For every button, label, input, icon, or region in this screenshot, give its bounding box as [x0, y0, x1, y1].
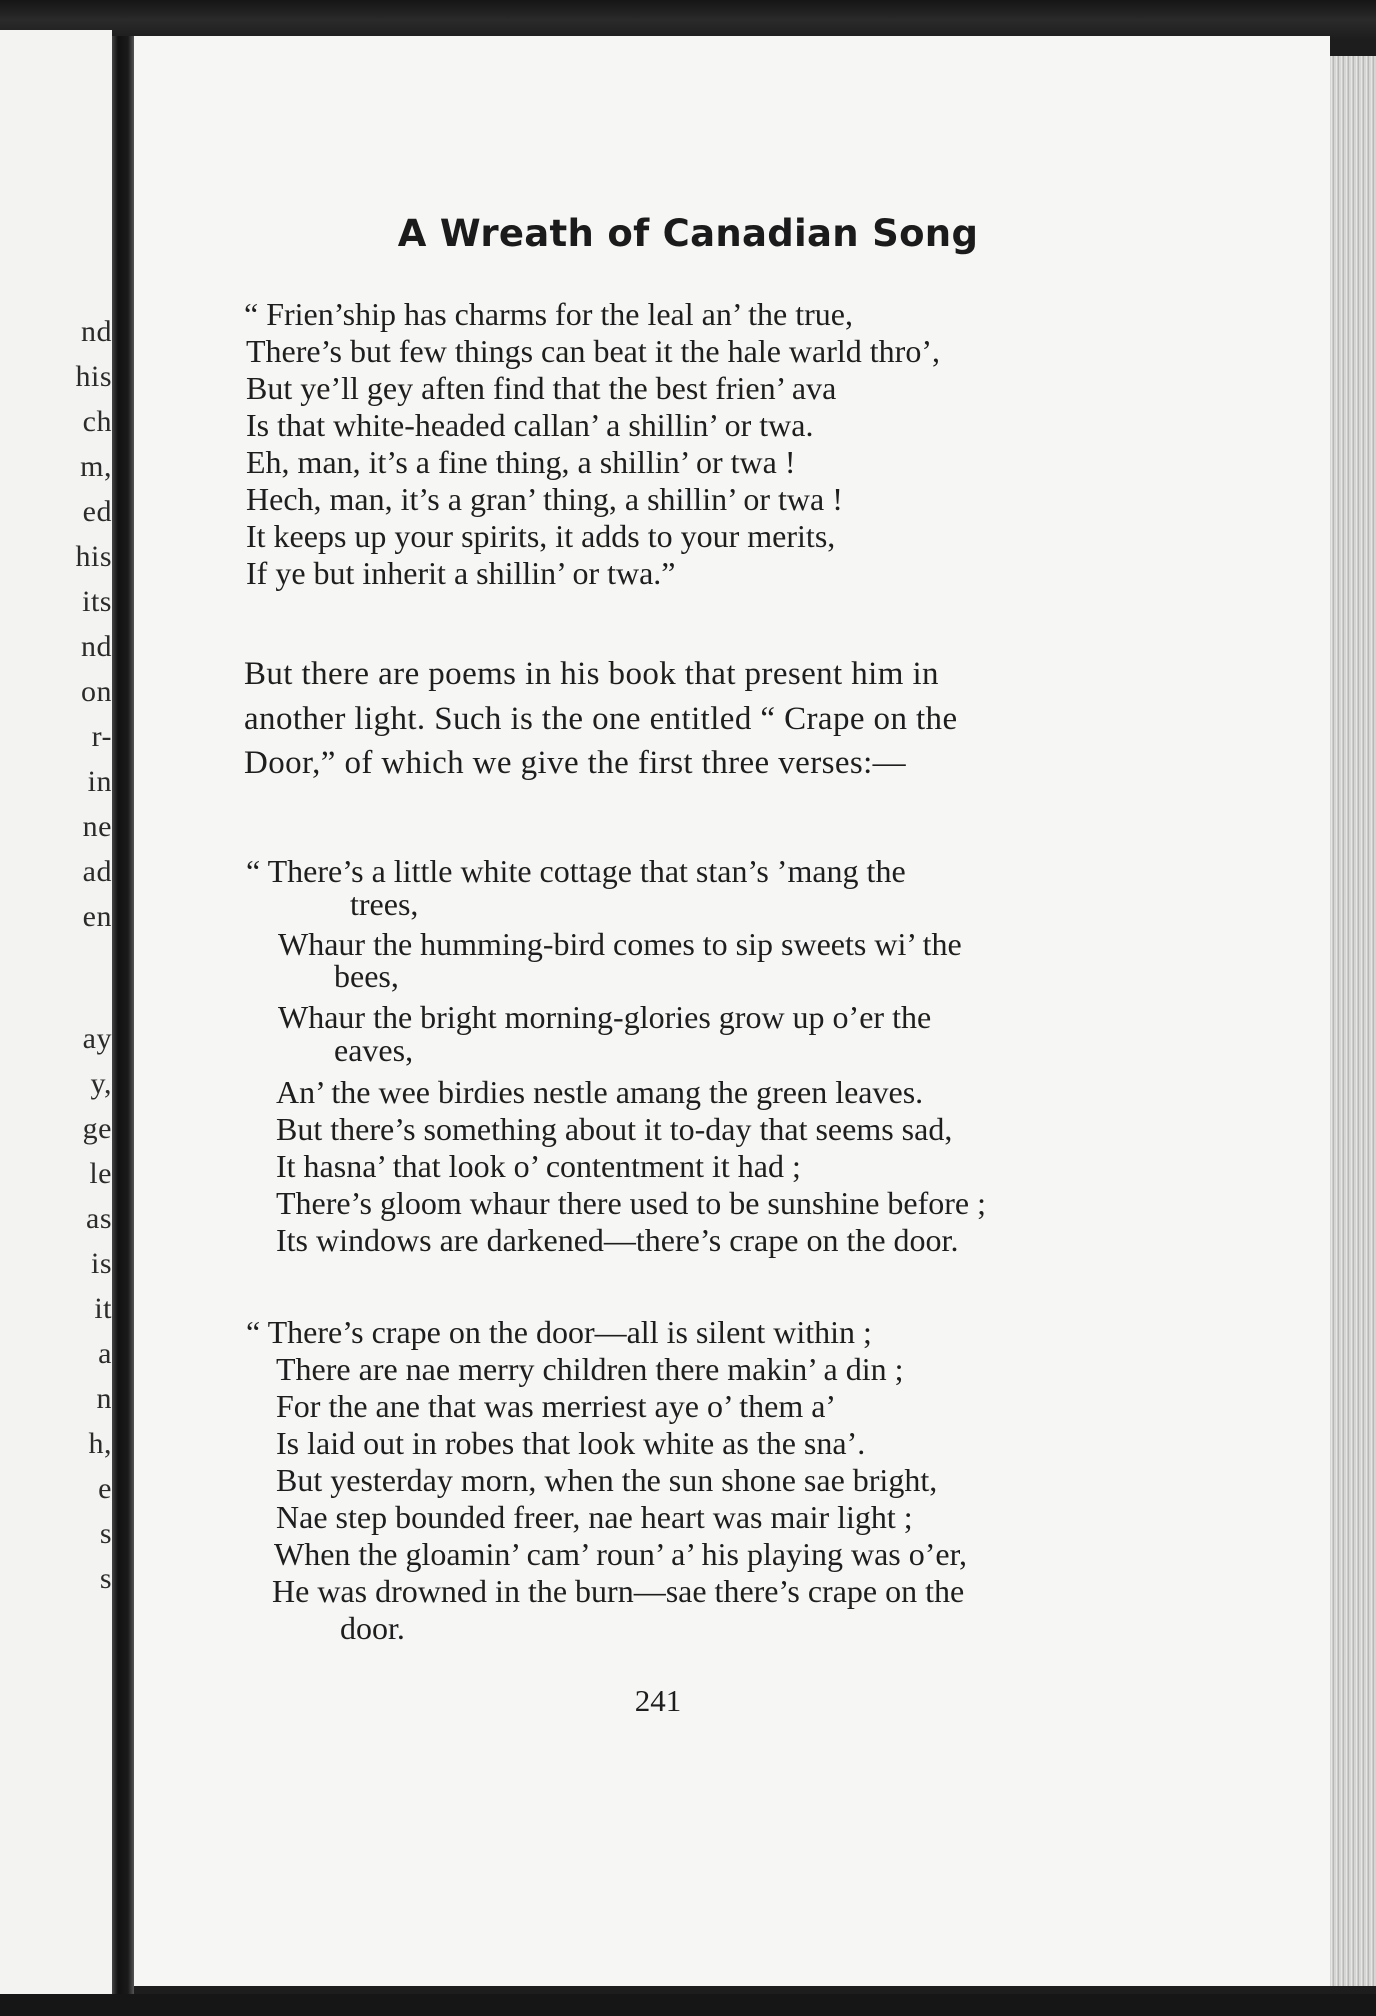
facing-page-fragment: ed: [82, 495, 112, 528]
poem-line: door.: [340, 1610, 405, 1646]
facing-page-fragment: nd: [81, 630, 112, 663]
running-head: A Wreath of Canadian Song: [397, 212, 979, 255]
prose-line: But there are poems in his book that present him in: [244, 656, 939, 692]
poem-line: But there’s something about it to-day that seems sad,: [276, 1111, 953, 1147]
facing-page-fragment: his: [75, 360, 112, 393]
poem-line: There are nae merry children there makin’ a din ;: [276, 1351, 904, 1387]
poem-line: If ye but inherit a shillin’ or twa.”: [246, 555, 676, 591]
poem-line: Whaur the humming-bird comes to sip sweets wi’ the: [278, 926, 962, 962]
facing-page-fragment: r-: [91, 720, 112, 753]
facing-page-fragment: m,: [80, 450, 112, 483]
facing-page-fragment: ch: [82, 405, 112, 438]
prose-line: another light. Such is the one entitled “ Crape on the: [244, 701, 958, 737]
facing-page-fragment: nd: [81, 315, 112, 348]
facing-page-fragment: ge: [82, 1112, 112, 1145]
poem-line: bees,: [334, 958, 399, 994]
facing-page-fragment: as: [86, 1202, 112, 1235]
facing-page-fragment: n: [96, 1382, 112, 1415]
facing-page-fragment: en: [82, 900, 112, 933]
facing-page-fragment: ay: [82, 1022, 112, 1055]
poem-line: For the ane that was merriest aye o’ them a’: [276, 1388, 837, 1424]
poem-line: It hasna’ that look o’ contentment it had ;: [276, 1148, 801, 1184]
facing-page-fragment: y,: [90, 1067, 112, 1100]
facing-page-fragment: in: [87, 765, 112, 798]
facing-page-fragment: s: [99, 1517, 112, 1550]
facing-page-fragment: his: [75, 540, 112, 573]
facing-page-fragment: on: [81, 675, 112, 708]
poem-line: But yesterday morn, when the sun shone sae bright,: [276, 1462, 938, 1498]
facing-page-fragment: a: [98, 1337, 112, 1370]
poem-line: It keeps up your spirits, it adds to your merits,: [246, 518, 836, 554]
scan-bottom-border: [0, 1994, 1376, 2016]
facing-page-fragment: h,: [88, 1427, 112, 1460]
poem-line: eaves,: [334, 1032, 414, 1068]
facing-page-fragment: e: [98, 1472, 112, 1505]
poem-line: Hech, man, it’s a gran’ thing, a shillin’ or twa !: [246, 481, 843, 517]
poem-line: Eh, man, it’s a fine thing, a shillin’ or twa !: [246, 444, 796, 480]
prose-line: Door,” of which we give the first three verses:—: [244, 745, 907, 781]
facing-page-fragment: is: [90, 1247, 112, 1280]
poem-line: There’s gloom whaur there used to be sunshine before ;: [276, 1185, 987, 1221]
page-block-edge: [1330, 56, 1376, 1986]
poem-line: Whaur the bright morning-glories grow up o’er the: [278, 999, 932, 1035]
poem-line: Is laid out in robes that look white as the sna’.: [276, 1425, 866, 1461]
poem-line: “ There’s a little white cottage that stan’s ’mang the: [246, 853, 906, 889]
poem-line: But ye’ll gey aften find that the best frien’ ava: [246, 370, 837, 406]
poem-line: Is that white-headed callan’ a shillin’ or twa.: [246, 407, 814, 443]
facing-page-fragment: it: [94, 1292, 112, 1325]
poem-line: Its windows are darkened—there’s crape on the door.: [276, 1222, 959, 1258]
poem-line: When the gloamin’ cam’ roun’ a’ his playing was o’er,: [274, 1536, 967, 1572]
poem-line: Nae step bounded freer, nae heart was mair light ;: [276, 1499, 913, 1535]
facing-page-fragment: its: [82, 585, 112, 618]
facing-page-fragment: le: [89, 1157, 112, 1190]
poem-line: trees,: [350, 886, 419, 922]
facing-page-fragment: ne: [82, 810, 112, 843]
page-number: 241: [634, 1683, 682, 1718]
facing-page-fragment: s: [99, 1562, 112, 1595]
poem-line: “ There’s crape on the door—all is silent within ;: [246, 1314, 872, 1350]
poem-line: “ Frien’ship has charms for the leal an’ the true,: [244, 296, 853, 332]
poem-line: An’ the wee birdies nestle amang the green leaves.: [276, 1074, 924, 1110]
poem-line: He was drowned in the burn—sae there’s crape on the: [272, 1573, 965, 1609]
poem-line: There’s but few things can beat it the hale warld thro’,: [246, 333, 940, 369]
facing-page-fragment: ad: [82, 855, 112, 888]
